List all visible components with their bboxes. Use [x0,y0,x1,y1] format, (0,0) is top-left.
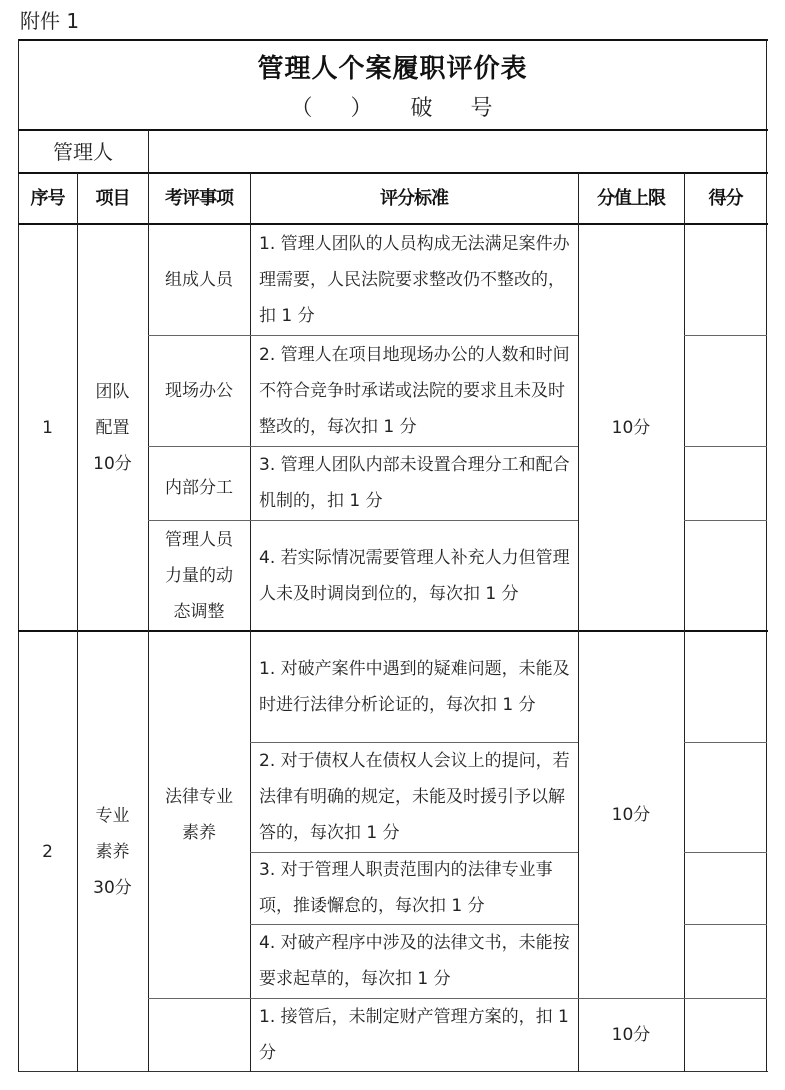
criteria-text: 4. 对破产程序中涉及的法律文书，未能按要求起草的，每次扣 1 分 [259,933,570,989]
criteria-cell [250,924,578,998]
matter-cell [148,335,250,446]
section-1-item [77,224,148,631]
criteria-cell [250,446,578,520]
criteria-cell [250,520,578,631]
criteria-text: 3. 管理人团队内部未设置合理分工和配合机制的，扣 1 分 [259,455,570,511]
matter-label: 组成人员 [165,269,233,290]
criteria-cell [250,224,578,335]
section-2-item-line: 专业 [95,805,130,826]
score-input-cell[interactable] [684,631,767,742]
section-1-item-line: 10分 [93,453,132,474]
score-input-cell[interactable] [684,998,767,1072]
matter-label: 现场办公 [165,380,233,401]
criteria-text: 4. 若实际情况需要管理人补充人力但管理人未及时调岗到位的，每次扣 1 分 [259,547,570,604]
section-1-item-line: 团队 [95,381,130,402]
criteria-text: 3. 对于管理人职责范围内的法律专业事项，推诿懈怠的，每次扣 1 分 [259,860,553,916]
header-max-score: 分值上限 [597,187,665,209]
case-number-line: （ ） 破 号 [290,96,495,121]
matter-label: 力量的动 [165,565,233,586]
form-title-block [18,40,767,130]
criteria-text: 2. 对于债权人在债权人会议上的提问，若法律有明确的规定，未能及时援引予以解答的，每次扣 1 分 [259,751,570,843]
criteria-cell [250,335,578,446]
criteria-cell [250,742,578,852]
score-input-cell[interactable] [684,924,767,998]
header-criteria: 评分标准 [380,187,448,209]
manager-name-field[interactable] [149,130,766,173]
criteria-cell [250,631,578,742]
score-input-cell[interactable] [684,742,767,852]
max-score-cell: 10分 [611,1025,651,1045]
criteria-text: 1. 对破产案件中遇到的疑难问题，未能及时进行法律分析论证的，每次扣 1 分 [259,658,570,715]
attachment-label: 附件 1 [20,9,80,33]
score-input-cell[interactable] [684,446,767,520]
header-score: 得分 [708,187,743,209]
matter-label: 素养 [182,822,216,843]
matter-label: 态调整 [173,601,225,622]
matter-label: 内部分工 [165,478,233,498]
manager-label: 管理人 [53,139,113,164]
criteria-cell [250,998,578,1072]
matter-cell [148,446,250,520]
section-2-item-line: 30分 [93,877,132,898]
matter-cell [148,520,250,631]
score-input-cell[interactable] [684,852,767,924]
section-2-seq: 2 [42,841,53,862]
score-input-cell[interactable] [684,335,767,446]
section-1-seq: 1 [42,417,53,438]
score-input-cell[interactable] [684,224,767,335]
header-matter: 考评事项 [165,187,233,209]
criteria-text: 1. 管理人团队的人员构成无法满足案件办理需要，人民法院要求整改仍不整改的，扣 1 分 [259,233,570,326]
criteria-text: 1. 接管后，未制定财产管理方案的，扣 1 分 [259,1007,569,1063]
score-input-cell[interactable] [684,520,767,631]
criteria-cell [250,852,578,924]
section-2-item [77,631,148,1072]
header-item: 项目 [95,187,130,209]
section-2-item-line: 素养 [95,841,130,862]
matter-cell [148,224,250,335]
matter-label: 管理人员 [165,529,233,550]
matter-cell [148,631,250,998]
criteria-text: 2. 管理人在项目地现场办公的人数和时间不符合竞争时承诺或法院的要求且未及时整改的，每次扣 1 分 [259,344,570,437]
section-1-item-line: 配置 [95,417,130,438]
form-title: 管理人个案履职评价表 [257,54,528,84]
header-seq: 序号 [30,187,65,209]
matter-cell [148,998,250,1072]
max-score-cell: 10分 [611,804,651,825]
max-score-cell: 10分 [611,417,651,438]
matter-label: 法律专业 [165,786,233,807]
